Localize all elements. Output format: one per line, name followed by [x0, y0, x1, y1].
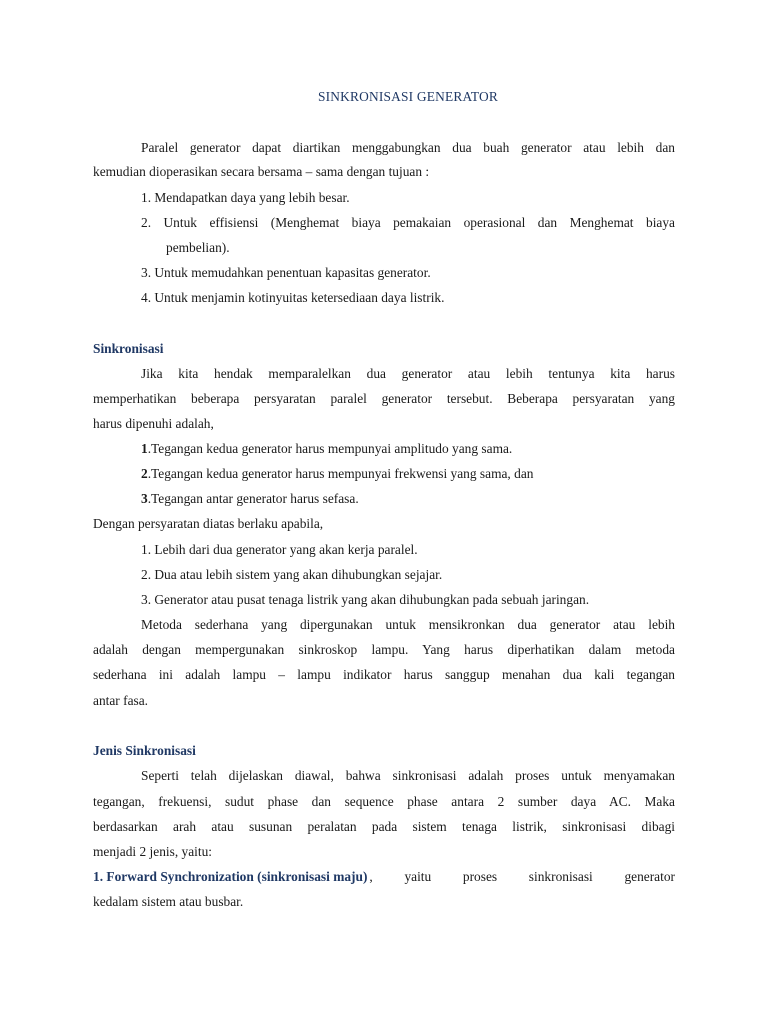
section-heading-sinkronisasi: Sinkronisasi — [93, 341, 164, 356]
applies-line: Dengan persyaratan diatas berlaku apabila, — [93, 516, 324, 531]
condition-item-1 — [141, 441, 675, 457]
condition-number: 2 — [141, 466, 148, 481]
intro-item-3: 3. Untuk memudahkan penentuan kapasitas generator. — [141, 265, 431, 280]
condition-item-3 — [141, 491, 675, 507]
condition-item-2 — [141, 466, 675, 482]
sinkronisasi-para1-line2: memperhatikan beberapa persyaratan paralel generator tersebut. Beberapa persyaratan yang — [93, 391, 675, 406]
intro-line-1: Paralel generator dapat diartikan menggabungkan dua buah generator atau lebih dan — [141, 140, 675, 155]
sinkronisasi-para2-line4: antar fasa. — [93, 693, 149, 708]
case-item-1: 1. Lebih dari dua generator yang akan kerja paralel. — [141, 542, 418, 557]
jenis-para1-line3: berdasarkan arah atau susunan peralatan pada sistem tenaga listrik, sinkronisasi dibagi — [93, 819, 675, 834]
condition-number: 1 — [141, 441, 148, 456]
forward-sync-desc: , yaitu proses sinkronisasi generator — [369, 869, 675, 884]
condition-number: 3 — [141, 491, 148, 506]
jenis-para1-line4: menjadi 2 jenis, yaitu: — [93, 844, 213, 859]
sinkronisasi-para1-line1: Jika kita hendak memparalelkan dua generator atau lebih tentunya kita harus — [141, 366, 675, 381]
forward-sync-term: 1. Forward Synchronization (sinkronisasi maju) — [93, 869, 368, 884]
sinkronisasi-para2-line1: Metoda sederhana yang dipergunakan untuk mensikronkan dua generator atau lebih — [141, 617, 675, 632]
document-title: SINKRONISASI GENERATOR — [317, 89, 499, 104]
intro-line-2: kemudian dioperasikan secara bersama – sama dengan tujuan : — [93, 164, 430, 179]
intro-item-2-cont: pembelian). — [166, 240, 230, 255]
condition-text: .Tegangan antar generator harus sefasa. — [147, 491, 359, 506]
intro-item-1: 1. Mendapatkan daya yang lebih besar. — [141, 190, 350, 205]
sinkronisasi-para1-line3: harus dipenuhi adalah, — [93, 416, 214, 431]
forward-sync-line-1 — [93, 869, 675, 885]
condition-text: .Tegangan kedua generator harus mempunyai frekwensi yang sama, dan — [147, 466, 534, 481]
intro-item-4: 4. Untuk menjamin kotinyuitas ketersediaan daya listrik. — [141, 290, 445, 305]
condition-text: .Tegangan kedua generator harus mempunyai amplitudo yang sama. — [147, 441, 513, 456]
sinkronisasi-para2-line3: sederhana ini adalah lampu – lampu indikator harus sanggup menahan dua kali tegangan — [93, 667, 675, 682]
case-item-2: 2. Dua atau lebih sistem yang akan dihubungkan sejajar. — [141, 567, 443, 582]
jenis-para1-line1: Seperti telah dijelaskan diawal, bahwa sinkronisasi adalah proses untuk menyamakan — [141, 768, 675, 783]
intro-item-2: 2. Untuk effisiensi (Menghemat biaya pemakaian operasional dan Menghemat biaya — [141, 215, 675, 230]
section-heading-jenis-sinkronisasi: Jenis Sinkronisasi — [93, 743, 196, 758]
forward-sync-line-2: kedalam sistem atau busbar. — [93, 894, 244, 909]
sinkronisasi-para2-line2: adalah dengan mempergunakan sinkroskop lampu. Yang harus diperhatikan dalam metoda — [93, 642, 675, 657]
case-item-3: 3. Generator atau pusat tenaga listrik yang akan dihubungkan pada sebuah jaringan. — [141, 592, 590, 607]
jenis-para1-line2: tegangan, frekuensi, sudut phase dan sequence phase antara 2 sumber daya AC. Maka — [93, 794, 675, 809]
